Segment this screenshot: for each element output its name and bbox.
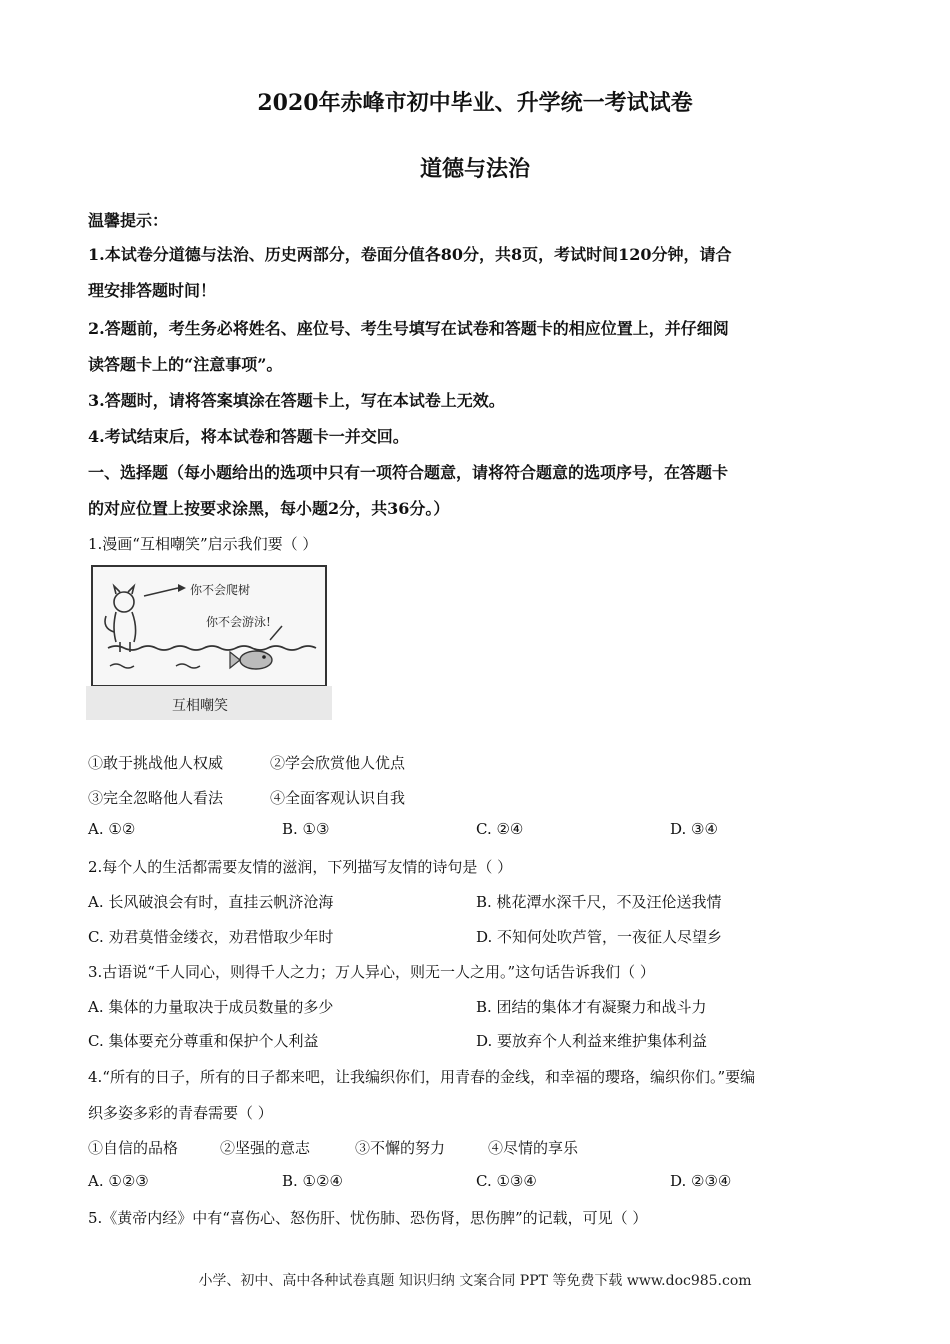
- question-5-stem: 5.《黄帝内经》中有“喜伤心、怒伤肝、忧伤肺、恐伤肾，思伤脾”的记载，可见（ ）: [88, 1209, 648, 1227]
- question-3-option-d: D. 要放弃个人利益来维护集体利益: [476, 1032, 708, 1050]
- question-3-option-b: B. 团结的集体才有凝聚力和战斗力: [476, 998, 707, 1016]
- section-heading-line-2: 的对应位置上按要求涂黑，每小题2分，共36分。）: [88, 499, 450, 518]
- cartoon-caption: 互相嘲笑: [172, 698, 228, 714]
- question-4-option-a: A. ①②③: [88, 1172, 149, 1190]
- question-2-stem: 2.每个人的生活都需要友情的滋润，下列描写友情的诗句是（ ）: [88, 858, 513, 876]
- question-3-option-a: A. 集体的力量取决于成员数量的多少: [88, 998, 334, 1016]
- exam-title: 2020年赤峰市初中毕业、升学统一考试试卷: [257, 90, 693, 116]
- question-4-item-2: ②坚强的意志: [220, 1139, 311, 1157]
- question-4-item-4: ④尽情的享乐: [488, 1139, 579, 1157]
- question-1-option-d: D. ③④: [670, 820, 718, 838]
- question-1-option-c: C. ②④: [476, 820, 524, 838]
- question-1-stem: 1.漫画“互相嘲笑”启示我们要（ ）: [88, 535, 318, 553]
- notice-item-1-line-1: 1.本试卷分道德与法治、历史两部分，卷面分值各80分，共8页，考试时间120分钟，请合: [88, 245, 732, 264]
- question-3-stem: 3.古语说“千人同心，则得千人之力；万人异心，则无一人之用。”这句话告诉我们（ ）: [88, 963, 655, 981]
- notice-item-4: 4.考试结束后，将本试卷和答题卡一并交回。: [88, 427, 409, 446]
- question-4-option-c: C. ①③④: [476, 1172, 537, 1190]
- notice-item-3: 3.答题时，请将答案填涂在答题卡上，写在本试卷上无效。: [88, 391, 505, 410]
- question-2-option-d: D. 不知何处吹芦管，一夜征人尽望乡: [476, 928, 723, 946]
- question-4-item-1: ①自信的品格: [88, 1139, 179, 1157]
- question-4-option-d: D. ②③④: [670, 1172, 732, 1190]
- question-1-item-1: ①敢于挑战他人权威: [88, 754, 224, 772]
- question-2-option-c: C. 劝君莫惜金缕衣，劝君惜取少年时: [88, 928, 334, 946]
- question-3-option-c: C. 集体要充分尊重和保护个人利益: [88, 1032, 319, 1050]
- section-heading-line-1: 一、选择题（每小题给出的选项中只有一项符合题意，请将符合题意的选项序号，在答题卡: [88, 463, 729, 482]
- question-1-item-2: ②学会欣赏他人优点: [270, 754, 406, 772]
- question-2-option-a: A. 长风破浪会有时，直挂云帆济沧海: [88, 893, 334, 911]
- question-1-item-4: ④全面客观认识自我: [270, 789, 406, 807]
- question-4-stem-line-2: 织多姿多彩的青春需要（ ）: [88, 1104, 273, 1122]
- notice-heading: 温馨提示：: [88, 211, 169, 230]
- question-1-item-3: ③完全忽略他人看法: [88, 789, 224, 807]
- question-4-stem-line-1: 4.“所有的日子，所有的日子都来吧，让我编织你们，用青春的金线，和幸福的璎珞，编织你们。”要编: [88, 1068, 756, 1086]
- notice-item-2-line-1: 2.答题前，考生务必将姓名、座位号、考生号填写在试卷和答题卡的相应位置上，并仔细阅: [88, 319, 729, 338]
- question-2-option-b: B. 桃花潭水深千尺，不及汪伦送我情: [476, 893, 722, 911]
- question-1-option-b: B. ①③: [282, 820, 330, 838]
- cartoon-bubble-2: 你不会游泳!: [206, 615, 271, 629]
- notice-item-2-line-2: 读答题卡上的“注意事项”。: [88, 355, 283, 374]
- page-footer: 小学、初中、高中各种试卷真题 知识归纳 文案合同 PPT 等免费下载 www.doc985.com: [198, 1273, 752, 1289]
- question-1-option-a: A. ①②: [88, 820, 136, 838]
- cartoon-bubble-1: 你不会爬树: [190, 583, 251, 597]
- notice-item-1-line-2: 理安排答题时间！: [88, 281, 217, 300]
- subject-title: 道德与法治: [419, 156, 530, 182]
- question-4-item-3: ③不懈的努力: [355, 1139, 446, 1157]
- cartoon-image: [86, 562, 332, 720]
- question-4-option-b: B. ①②④: [282, 1172, 343, 1190]
